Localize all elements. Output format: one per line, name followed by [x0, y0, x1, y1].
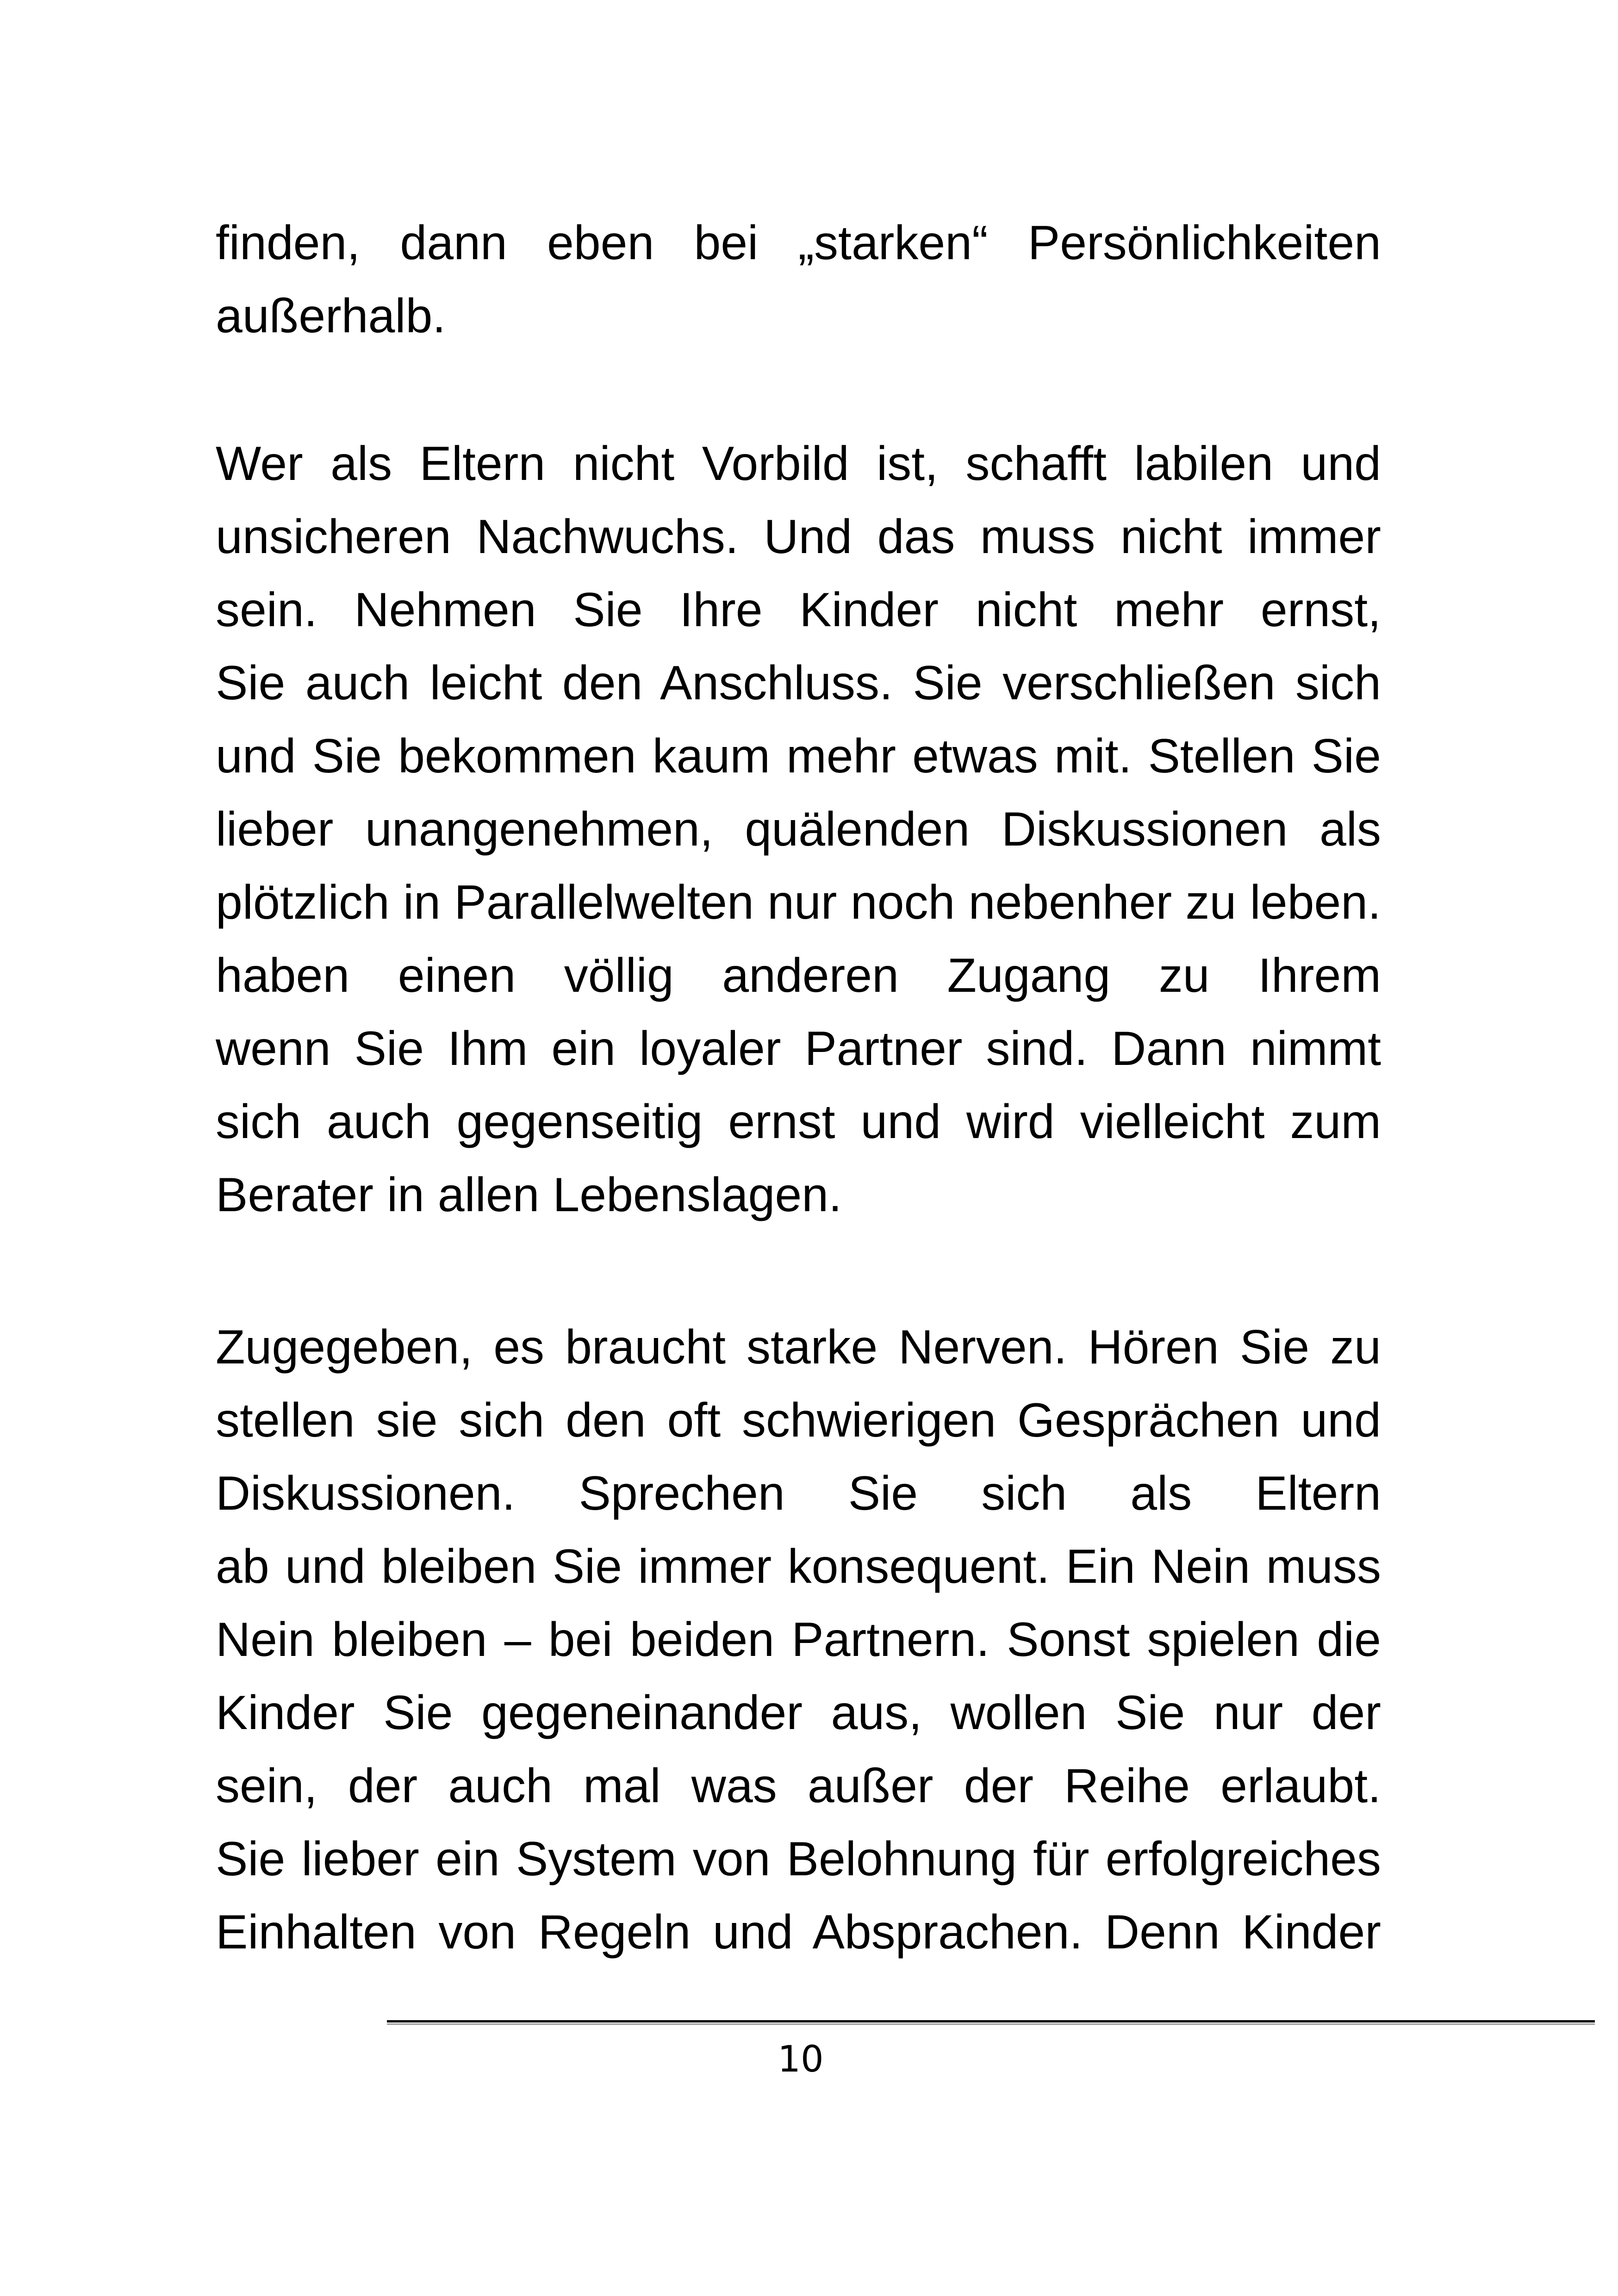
- footer-divider: [387, 2020, 1595, 2022]
- paragraph-line: Sie lieber ein System von Belohnung für erfolgreiches: [216, 1832, 1381, 1886]
- paragraph-line: außerhalb.: [216, 289, 446, 343]
- paragraph-line: Einhalten von Regeln und Absprachen. Denn Kinder: [216, 1905, 1381, 1959]
- paragraph-line: Diskussionen. Sprechen Sie sich als Eltern: [216, 1467, 1381, 1520]
- paragraph-line: wenn Sie Ihm ein loyaler Partner sind. Dann nimmt: [216, 1022, 1381, 1076]
- paragraph-line: sich auch gegenseitig ernst und wird vielleicht zum: [216, 1095, 1381, 1149]
- paragraph-line: sein, der auch mal was außer der Reihe erlaubt.: [216, 1759, 1381, 1813]
- paragraph-2: [216, 427, 1381, 1232]
- paragraph-3: [216, 1311, 1381, 1969]
- paragraph-line: lieber unangenehmen, quälenden Diskussionen als: [216, 803, 1381, 856]
- paragraph-line: Nein bleiben – bei beiden Partnern. Sonst spielen die: [216, 1613, 1381, 1667]
- footer-divider-shadow: [387, 2023, 1595, 2025]
- paragraph-line: Sie auch leicht den Anschluss. Sie verschließen sich: [216, 656, 1381, 710]
- paragraph-line: stellen sie sich den oft schwierigen Gesprächen und: [216, 1394, 1381, 1447]
- paragraph-1: [216, 206, 1381, 353]
- paragraph-line: haben einen völlig anderen Zugang zu Ihrem: [216, 949, 1381, 1002]
- page-number: 10: [778, 2039, 824, 2080]
- paragraph-line: sein. Nehmen Sie Ihre Kinder nicht mehr ernst,: [216, 583, 1381, 637]
- paragraph-line: finden, dann eben bei „starken“ Persönlichkeiten: [216, 216, 1381, 270]
- paragraph-line: Zugegeben, es braucht starke Nerven. Hören Sie zu: [216, 1320, 1381, 1374]
- paragraph-line: ab und bleiben Sie immer konsequent. Ein Nein muss: [216, 1540, 1381, 1593]
- paragraph-line: Berater in allen Lebenslagen.: [216, 1168, 842, 1222]
- paragraph-line: und Sie bekommen kaum mehr etwas mit. Stellen Sie: [216, 729, 1381, 783]
- paragraph-line: unsicheren Nachwuchs. Und das muss nicht immer: [216, 510, 1381, 564]
- paragraph-line: plötzlich in Parallelwelten nur noch nebenher zu leben.: [216, 876, 1381, 929]
- paragraph-line: Kinder Sie gegeneinander aus, wollen Sie nur der: [216, 1686, 1381, 1740]
- paragraph-line: Wer als Eltern nicht Vorbild ist, schafft labilen und: [216, 437, 1381, 491]
